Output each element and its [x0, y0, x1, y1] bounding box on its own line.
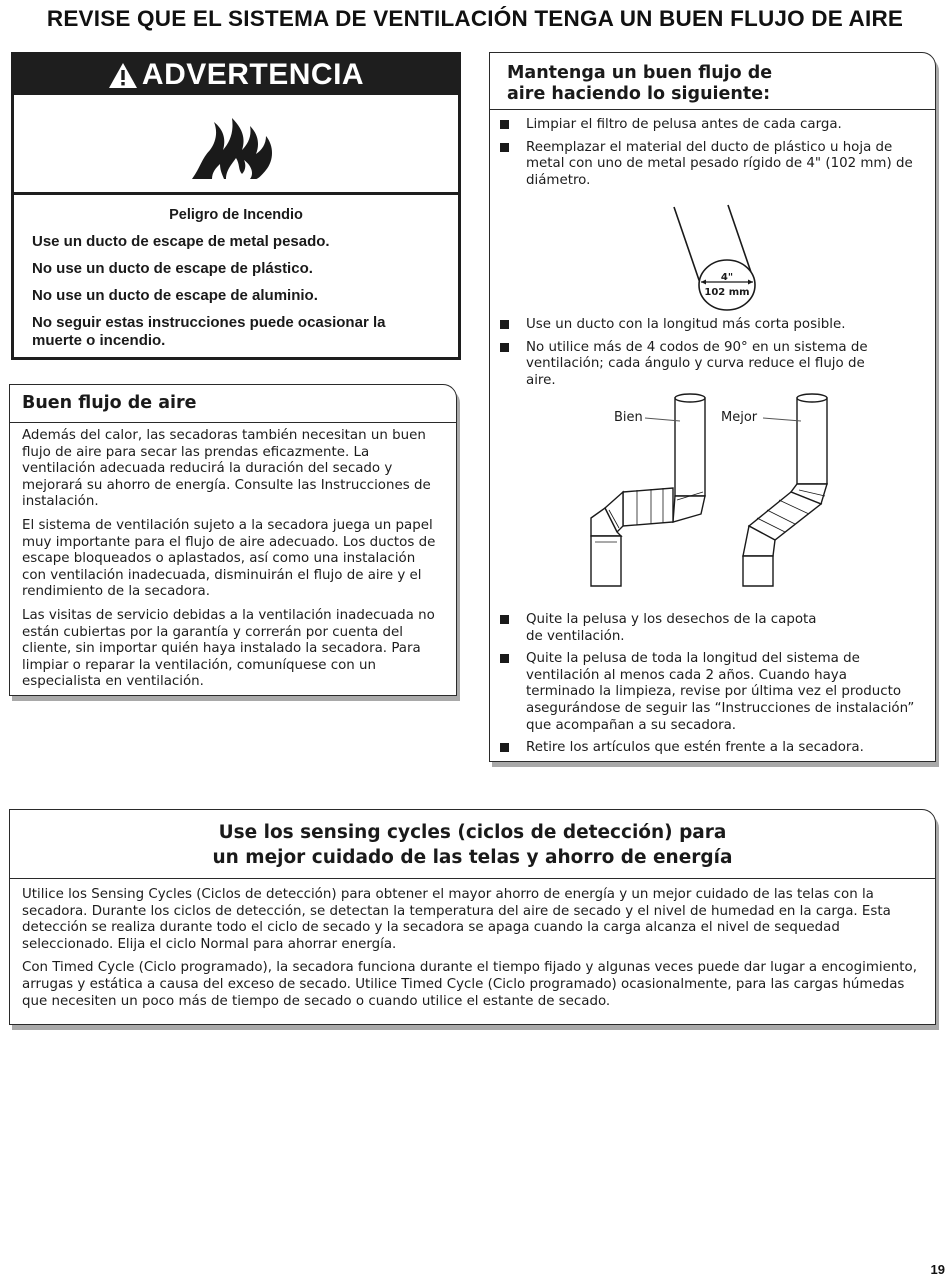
- bullet-item: Quite la pelusa de toda la longitud del sistema de ventilación al menos cada 2 años. Cuando haya terminado la limpieza, revise por última vez el producto asegurándose de seguir las “Instrucciones de instalación” que acompañan a su secadora.: [500, 651, 920, 734]
- bullet-square: [500, 615, 509, 624]
- airflow-box: [9, 384, 457, 696]
- bullet-item: Retire los artículos que estén frente a la secadora.: [500, 740, 920, 757]
- bullet-item: Use un ducto con la longitud más corta posible.: [500, 317, 915, 334]
- bullet-square: [500, 743, 509, 752]
- fire-icon: [186, 106, 286, 181]
- warning-box: [11, 52, 461, 360]
- elbow-label-good: Bien: [614, 410, 643, 425]
- bullet-item: Quite la pelusa y los desechos de la capota de ventilación.: [500, 612, 836, 645]
- maintain-heading: Mantenga un buen flujo de aire haciendo lo siguiente:: [507, 63, 773, 104]
- warning-header: [14, 55, 458, 95]
- maintain-box: [489, 52, 936, 762]
- sensing-heading-line1: Use los sensing cycles (ciclos de detección) para: [218, 822, 727, 843]
- elbow-label-better: Mejor: [721, 410, 758, 425]
- duct-label-mm: 102 mm: [704, 287, 750, 298]
- bullet-square: [500, 120, 509, 129]
- sensing-paragraph: Con Timed Cycle (Ciclo programado), la secadora funciona durante el tiempo fijado y algunas veces puede dar lugar a encogimiento, arrugas y estática a causa del exceso de secado. Utilice Timed Cycle (Ciclo programado) ocasionalmente, para las cargas húmedas que necesiten un poco más de tiempo de secado o cuando utilice el estante de secado.: [22, 960, 918, 1009]
- airflow-paragraph: Además del calor, las secadoras también necesitan un buen flujo de aire para secar las prendas eficazmente. La ventilación adecuada reducirá la duración del secado y mejorará su ahorro de energía. Consulte las Instrucciones de instalación.: [22, 428, 431, 510]
- page-number: 19: [930, 1262, 945, 1277]
- sensing-paragraph: Utilice los Sensing Cycles (Ciclos de detección) para obtener el mayor ahorro de energía y un mejor cuidado de las telas con la secadora. Durante los ciclos de detección, se detectan la temperatura del aire de secado y el nivel de humedad en la carga. Esta detección se realiza durante todo el ciclo de secado y la secadora se apaga cuando la carga alcanza el nivel de sequedad seleccionado. Elija el ciclo Normal para ahorrar energía.: [22, 887, 891, 952]
- airflow-heading: Buen flujo de aire: [22, 393, 197, 413]
- bullet-item: No utilice más de 4 codos de 90° en un sistema de ventilación; cada ángulo y curva reduce el flujo de aire.: [500, 340, 876, 390]
- bullet-square: [500, 654, 509, 663]
- warning-line: No use un ducto de escape de aluminio.: [32, 287, 318, 304]
- bullet-item: Reemplazar el material del ducto de plástico u hoja de metal con uno de metal pesado rígido de 4" (102 mm) de diámetro.: [500, 140, 915, 190]
- sensing-box: [9, 809, 936, 1025]
- warning-header-label: ADVERTENCIA: [141, 58, 365, 91]
- warning-line: Use un ducto de escape de metal pesado.: [32, 233, 330, 250]
- airflow-paragraph: El sistema de ventilación sujeto a la secadora juega un papel muy importante para el flujo de aire adecuado. Los ductos de escape bloqueados o aplastados, así como una instalación con ventilación inadecuada, disminuirán el flujo de aire y el rendimiento de la secadora.: [22, 517, 436, 600]
- warning-subtitle: Peligro de Incendio: [169, 207, 303, 223]
- elbow-comparison-diagram: [585, 388, 845, 588]
- page-title: REVISE QUE EL SISTEMA DE VENTILACIÓN TENGA UN BUEN FLUJO DE AIRE: [46, 6, 904, 31]
- warning-line: No use un ducto de escape de plástico.: [32, 260, 313, 277]
- warning-line: No seguir estas instrucciones puede ocasionar la muerte o incendio.: [32, 314, 386, 349]
- sensing-heading-line2: un mejor cuidado de las telas y ahorro de energía: [212, 847, 733, 868]
- warning-triangle-icon: [108, 62, 138, 89]
- bullet-item: Limpiar el filtro de pelusa antes de cada carga.: [500, 117, 915, 134]
- fire-icon-area: [14, 95, 458, 195]
- elbow-good-duct: [591, 394, 705, 586]
- warning-body: [14, 195, 458, 350]
- bullet-square: [500, 320, 509, 329]
- bullet-square: [500, 343, 509, 352]
- duct-diameter-diagram: [660, 203, 770, 311]
- bullet-square: [500, 143, 509, 152]
- airflow-paragraph: Las visitas de servicio debidas a la ventilación inadecuada no están cubiertas por la garantía y correrán por cuenta del cliente, sin importar quién haya instalado la secadora. Para limpiar o reparar la ventilación, comuníquese con un especialista en ventilación.: [22, 607, 435, 690]
- duct-label-inches: 4": [720, 272, 734, 283]
